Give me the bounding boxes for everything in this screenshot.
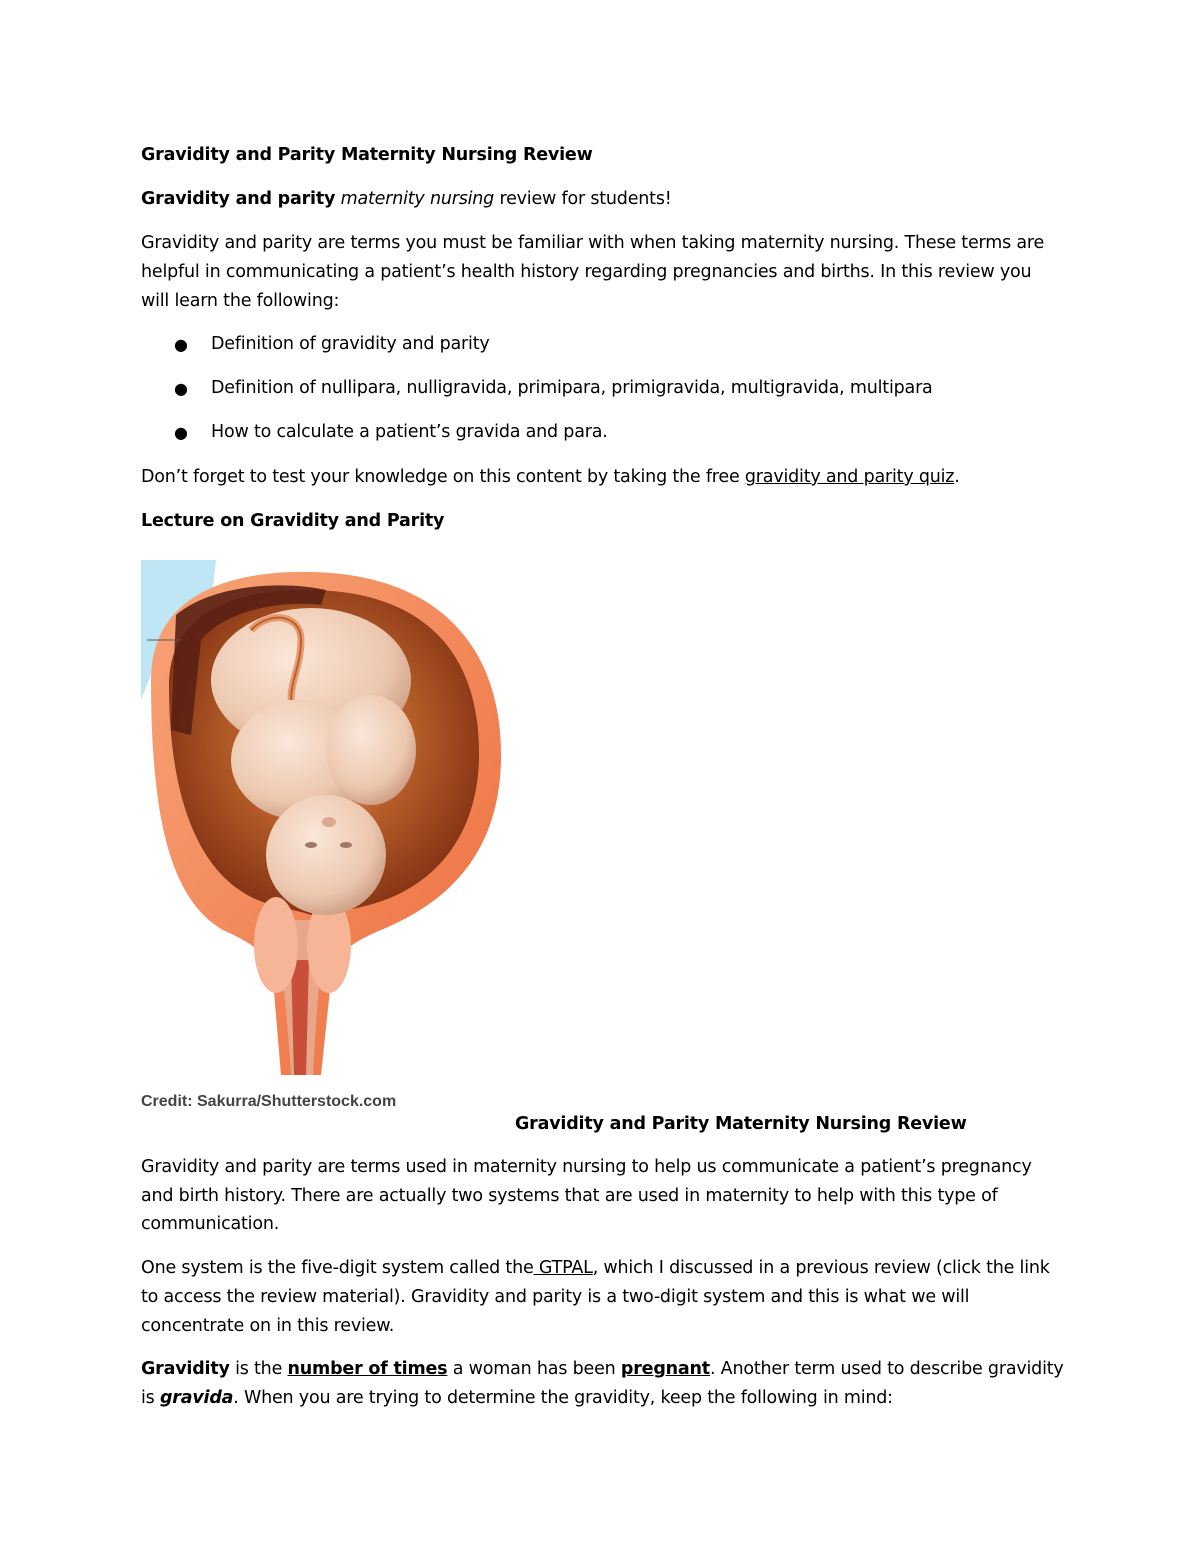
pregnant-emphasis: pregnant	[620, 1359, 710, 1379]
bullet-dot-icon: ●	[174, 423, 188, 442]
para3-text: One system is the five-digit system called the	[141, 1258, 534, 1278]
para1-line-3: will learn the following:	[141, 291, 340, 311]
para4-line-1	[141, 1355, 1064, 1384]
intro-bold: Gravidity and parity	[141, 189, 336, 209]
para2-line-2: and birth history. There are actually two systems that are used in maternity to help with this type of	[141, 1186, 998, 1206]
lecture-heading: Lecture on Gravidity and Parity	[141, 511, 445, 531]
para4-text: is	[141, 1388, 160, 1408]
quiz-period: .	[954, 467, 960, 487]
para1-line-1: Gravidity and parity are terms you must be familiar with when taking maternity nursing. These terms are	[141, 233, 1045, 253]
quiz-link[interactable]: gravidity and parity quiz	[744, 467, 955, 487]
para3-line-2: to access the review material). Gravidity and parity is a two-digit system and this is what we will	[141, 1287, 970, 1307]
para4-line-2	[141, 1384, 893, 1413]
para4-text: a woman has been	[447, 1359, 621, 1379]
bullet-item: Definition of nullipara, nulligravida, primipara, primigravida, multigravida, multipara	[211, 378, 933, 398]
para3-line-1	[141, 1254, 1050, 1283]
quiz-line	[141, 463, 960, 492]
intro-italic: maternity nursing	[340, 189, 495, 209]
para4-text: . Another term used to describe gravidity	[709, 1359, 1064, 1379]
fetus-uterus-illustration	[141, 560, 509, 1075]
para4-text: is the	[229, 1359, 288, 1379]
quiz-text: Don’t forget to test your knowledge on this content by taking the free	[141, 467, 745, 487]
para1-line-2: helpful in communicating a patient’s health history regarding pregnancies and births. In this review you	[141, 262, 1032, 282]
intro-line	[141, 185, 672, 214]
para4-text: . When you are trying to determine the gravidity, keep the following in mind:	[233, 1388, 893, 1408]
bullet-dot-icon: ●	[174, 379, 188, 398]
bullet-dot-icon: ●	[174, 335, 188, 354]
image-credit: Credit: Sakurra/Shutterstock.com	[141, 1093, 397, 1110]
page-title: Gravidity and Parity Maternity Nursing Review	[141, 145, 593, 165]
gravida-term: gravida	[159, 1388, 234, 1408]
para3-text-after: , which I discussed in a previous review (click the link	[592, 1258, 1050, 1278]
gtpal-link[interactable]: GTPAL	[533, 1258, 593, 1278]
gravidity-term: Gravidity	[141, 1359, 230, 1379]
bullet-item: How to calculate a patient’s gravida and para.	[211, 422, 608, 442]
section-title: Gravidity and Parity Maternity Nursing Review	[515, 1114, 967, 1134]
para2-line-3: communication.	[141, 1214, 280, 1234]
para2-line-1: Gravidity and parity are terms used in maternity nursing to help us communicate a patient’s pregnancy	[141, 1157, 1032, 1177]
para3-line-3: concentrate on in this review.	[141, 1316, 395, 1336]
number-of-times-emphasis: number of times	[287, 1359, 448, 1379]
intro-rest: review for students!	[494, 189, 672, 209]
bullet-item: Definition of gravidity and parity	[211, 334, 490, 354]
